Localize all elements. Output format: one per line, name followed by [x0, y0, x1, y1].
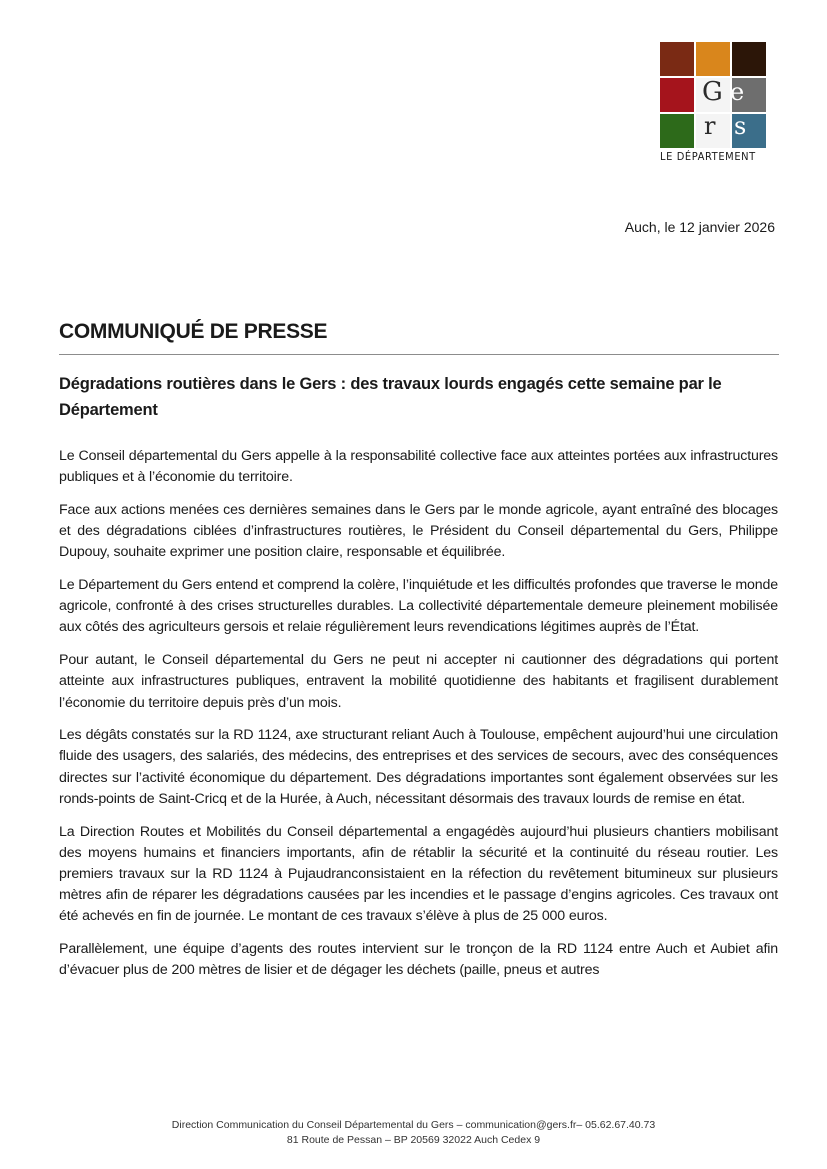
body-paragraph: Le Département du Gers entend et comprend la colère, l’inquiétude et les difficultés profondes que traverse le monde agricole, confronté à des crises structurelles durables. La collectivité départementale demeure pleinement mobilisée aux côtés des agriculteurs gersois et relaie régulièrement leurs revendications légitimes auprès de l’État.	[59, 577, 778, 636]
press-release-body	[59, 446, 778, 993]
footer-contact-line: Direction Communication du Conseil Départemental du Gers – communication@gers.fr– 05.62.67.40.73	[171, 1119, 656, 1131]
department-logo	[660, 42, 768, 167]
body-paragraph: Parallèlement, une équipe d’agents des routes intervient sur le tronçon de la RD 1124 entre Auch et Aubiet afin d’évacuer plus de 200 mètres de lisier et de dégager les déchets (paille, pneus et autres	[59, 941, 778, 979]
body-paragraph: Le Conseil départemental du Gers appelle à la responsabilité collective face aux atteintes portées aux infrastructures publiques et à l’économie du territoire.	[59, 448, 778, 486]
press-release-heading: COMMUNIQUÉ DE PRESSE	[59, 320, 328, 343]
body-paragraph: La Direction Routes et Mobilités du Conseil départemental a engagédès aujourd’hui plusieurs chantiers mobilisant des moyens humains et financiers importants, afin de rétablir la sécurité et la continuité du réseau routier. Les premiers travaux sur la RD 1124 à Pujaudranconsistaient en la réfection du revêtement bitumineux sur plusieurs mètres afin de réparer les dégradations causées par les incendies et le passage d’engins agricoles. Ces travaux ont été achevés en fin de journée. Le montant de ces travaux s’élève à plus de 25 000 euros.	[59, 823, 778, 925]
logo-letter-r: r	[704, 112, 716, 140]
logo-caption: LE DÉPARTEMENT	[660, 150, 756, 163]
press-release-subtitle: Dégradations routières dans le Gers : des travaux lourds engagés cette semaine par le Département	[59, 375, 722, 419]
page-footer	[0, 1118, 827, 1148]
logo-letter-g: G	[702, 77, 723, 107]
body-paragraph: Face aux actions menées ces dernières semaines dans le Gers par le monde agricole, ayant entraîné des blocages et des dégradations ciblées d’infrastructures routières, le Président du Conseil départemental du Gers, Philippe Dupouy, souhaite exprimer une position claire, responsable et équilibrée.	[59, 501, 778, 561]
logo-letter-s: s	[734, 112, 747, 140]
logo-mosaic	[660, 42, 766, 148]
logo-letters	[660, 42, 766, 148]
press-date: Auch, le 12 janvier 2026	[624, 219, 775, 235]
body-paragraph: Pour autant, le Conseil départemental du Gers ne peut ni accepter ni cautionner des dégradations qui portent atteinte aux infrastructures publiques, entravent la mobilité quotidienne des habitants et fragilisent durablement l’économie du territoire depuis près d’un mois.	[59, 652, 778, 711]
footer-address-line: 81 Route de Pessan – BP 20569 32022 Auch Cedex 9	[286, 1134, 541, 1146]
logo-letter-e: e	[730, 78, 745, 106]
heading-divider	[59, 354, 779, 355]
body-paragraph: Les dégâts constatés sur la RD 1124, axe structurant reliant Auch à Toulouse, empêchent aujourd’hui une circulation fluide des usagers, des salariés, des médecins, des entreprises et des services de secours, avec des conséquences directes sur l’activité économique du département. Des dégradations importantes sont également observées sur les ronds-points de Saint-Cricq et de la Hurée, à Auch, nécessitant désormais des travaux lourds de remise en état.	[59, 727, 778, 807]
